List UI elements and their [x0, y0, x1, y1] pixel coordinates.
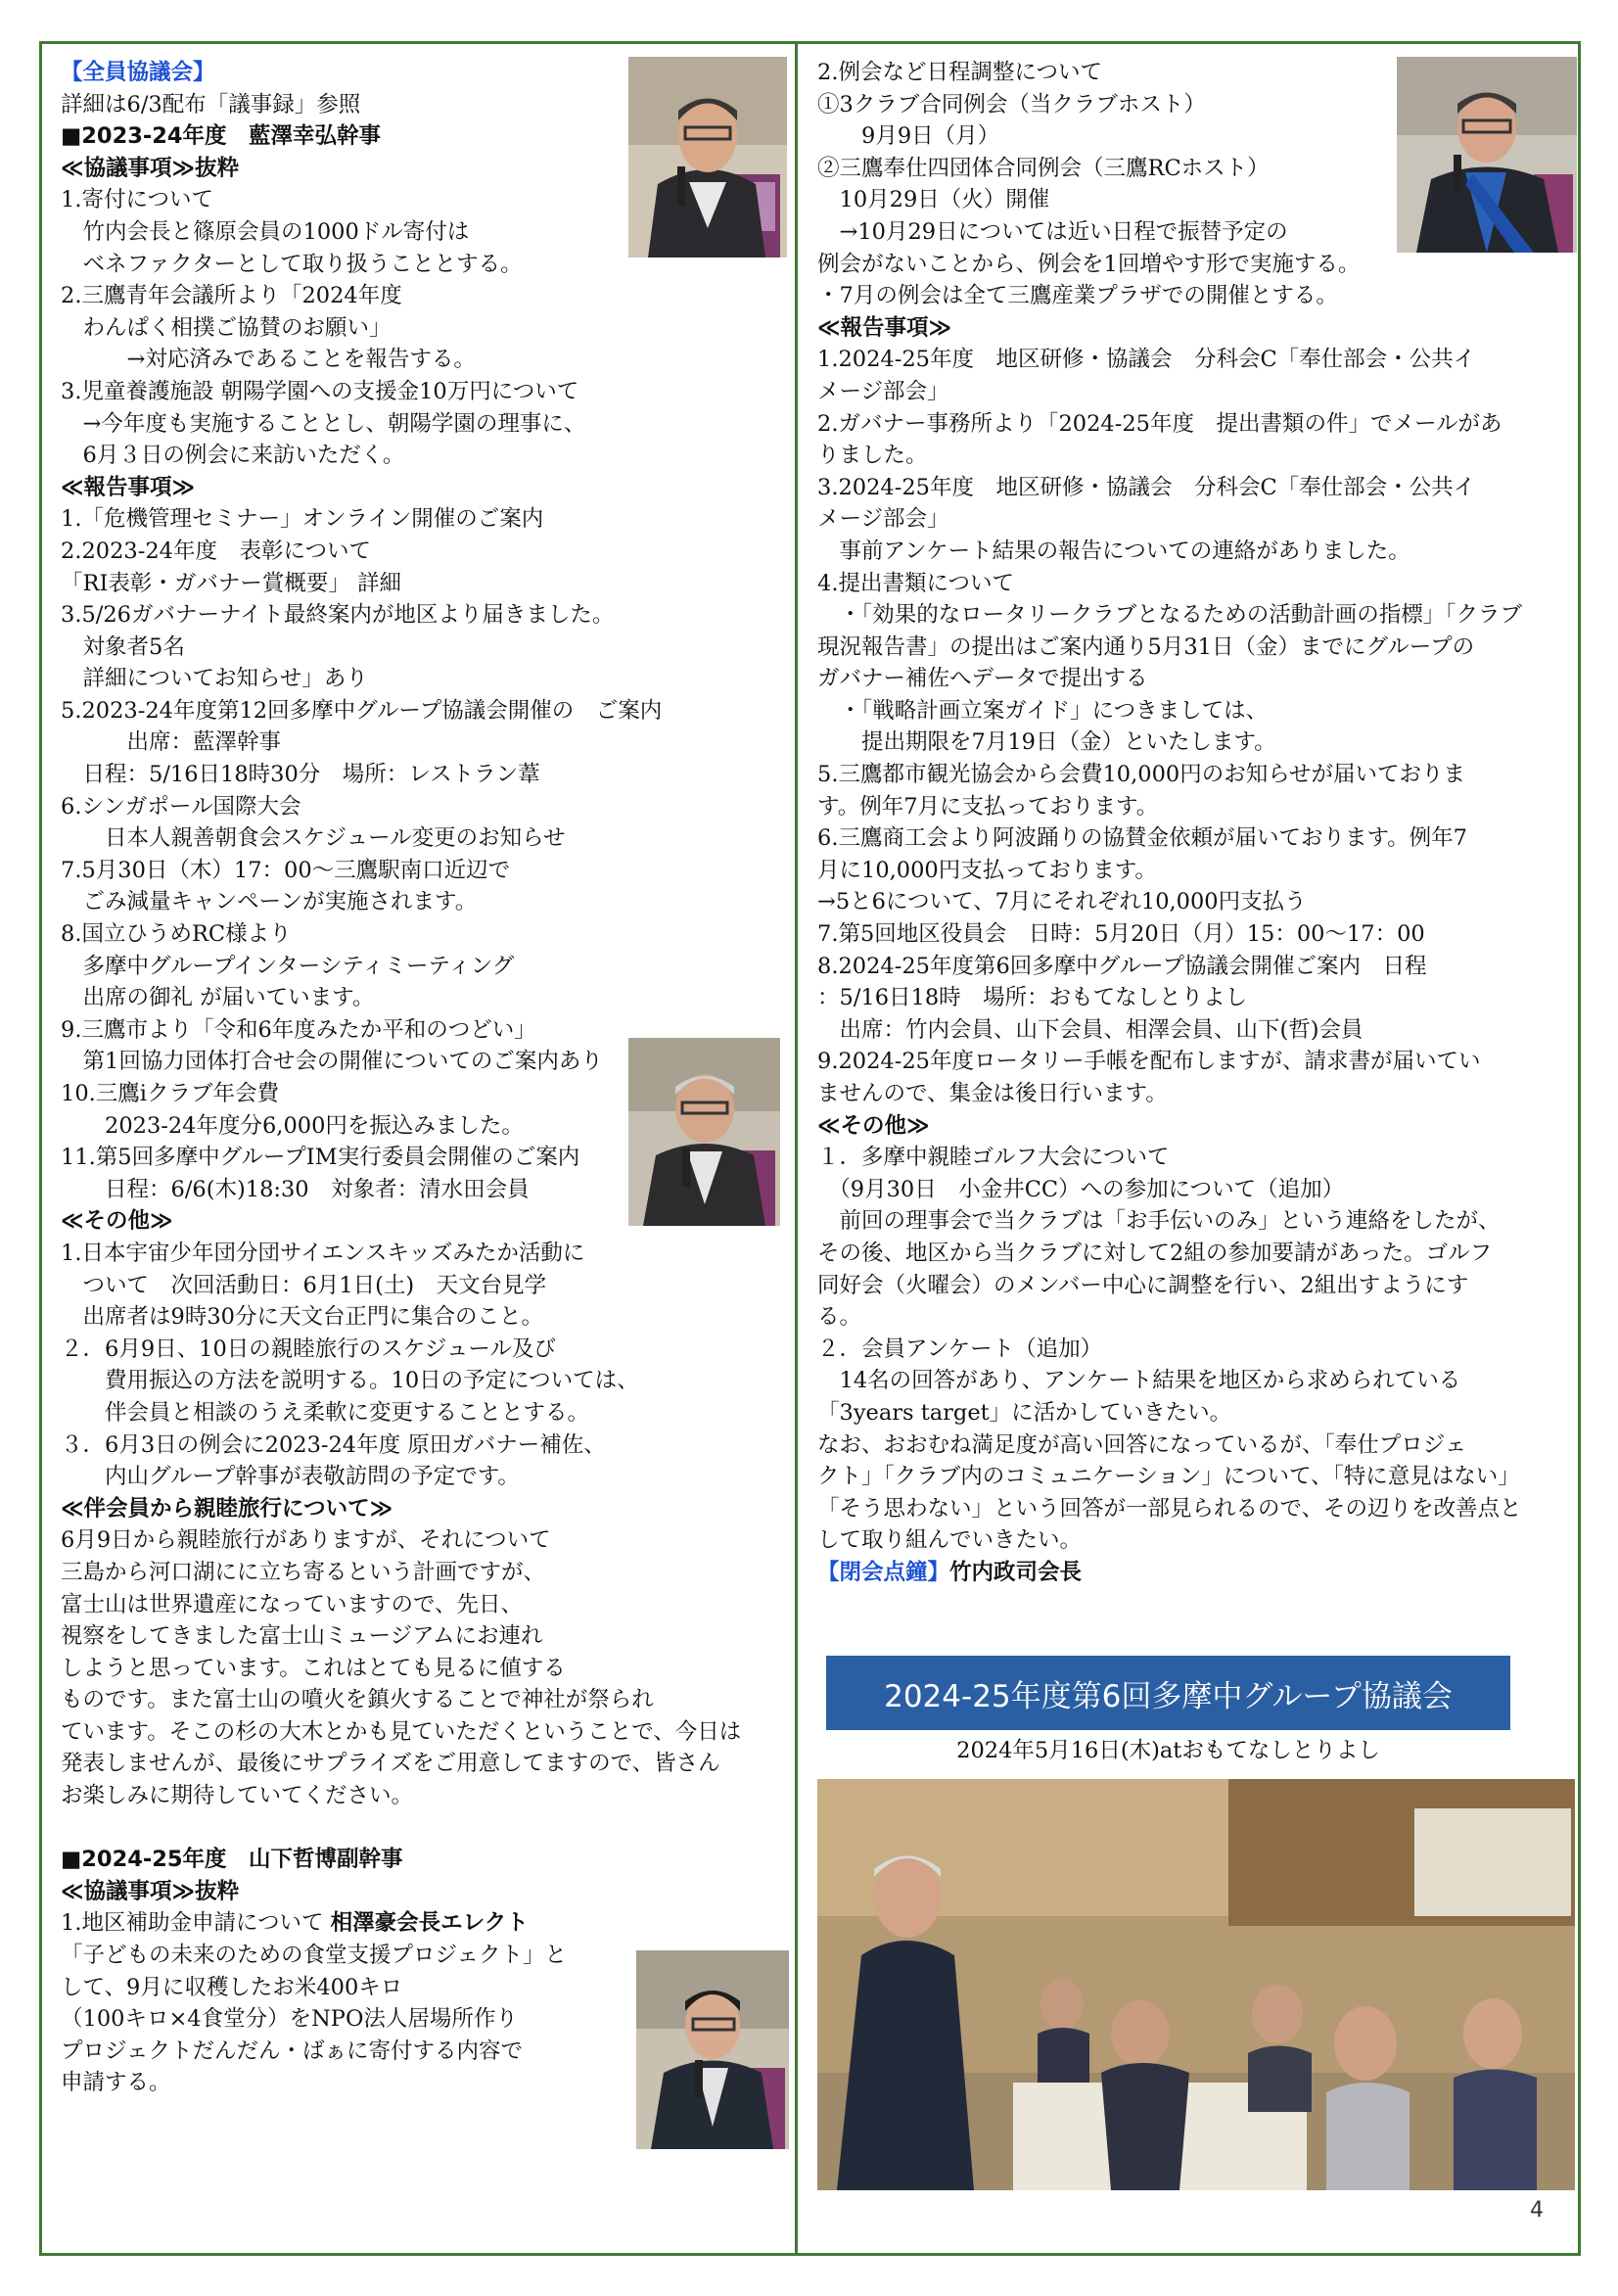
report-heading-right: ≪報告事項≫	[817, 314, 952, 341]
list-item: ・「効果的なロータリークラブとなるための活動計画の指標」「クラブ	[817, 602, 1523, 629]
other-list-right	[817, 1142, 1579, 1557]
spouse-trip-text	[61, 1524, 793, 1811]
list-item: 3.5/26ガバナーナイト最終案内が地区より届きました。	[61, 602, 615, 629]
list-item: 1.地区補助金申請について 相澤豪会長エレクト	[61, 1910, 529, 1937]
list-item: 月に10,000円支払っております。	[817, 857, 1157, 883]
list-item: 同好会（火曜会）のメンバー中心に調整を行い、2組出すようにす	[817, 1272, 1469, 1298]
list-item: 10.三鷹iクラブ年会費	[61, 1081, 279, 1106]
list-item: メージ部会」	[817, 506, 949, 533]
list-item: 2.例会など日程調整について	[817, 60, 1103, 85]
list-item: 出席者は9時30分に天文台正門に集合のこと。	[61, 1304, 543, 1331]
text-line: （100キロ×4食堂分）をNPO法人居場所作り	[61, 2006, 518, 2033]
list-item: 日程：5/16日18時30分 場所：レストラン葦	[61, 762, 540, 788]
list-item: 「3years target」に活かしていきたい。	[817, 1399, 1232, 1426]
list-item: ②三鷹奉仕四団体合同例会（三鷹RCホスト）	[817, 155, 1270, 181]
list-item: 日本人親善朝食会スケジュール変更のお知らせ	[61, 825, 566, 852]
list-item: 5.三鷹都市観光協会から会費10,000円のお知らせが届いておりま	[817, 762, 1466, 788]
reference-note: 詳細は6/3配布「議事録」参照	[61, 91, 361, 117]
list-item: 2023-24年度分6,000円を振込みました。	[61, 1112, 524, 1139]
officer-heading-yamashita: ■2024-25年度 山下哲博副幹事	[61, 1847, 403, 1873]
list-item: 8.2024-25年度第6回多摩中グループ協議会開催ご案内 日程	[817, 953, 1427, 979]
text-line: プロジェクトだんだん・ばぁに寄付する内容で	[61, 2038, 524, 2064]
list-item: す。例年7月に支払っております。	[817, 793, 1159, 820]
report-heading: ≪報告事項≫	[61, 474, 196, 500]
list-item: 「RI表彰・ガバナー賞概要」 詳細	[61, 570, 401, 596]
list-item: 伴会員と相談のうえ柔軟に変更することとする。	[61, 1399, 590, 1426]
agenda-heading-2: ≪協議事項≫抜粋	[61, 1878, 240, 1904]
list-item: 竹内会長と篠原会員の1000ドル寄付は	[61, 218, 470, 245]
list-item: →10月29日については近い日程で振替予定の	[817, 218, 1288, 245]
list-item: 2.2023-24年度 表彰について	[61, 538, 372, 564]
list-item: る。	[817, 1304, 862, 1331]
list-item: 1.寄付について	[61, 187, 214, 213]
list-item: →今年度も実施することとし、朝陽学園の理事に、	[61, 410, 586, 437]
list-item: １．多摩中親睦ゴルフ大会について	[817, 1145, 1170, 1171]
list-item: ２．会員アンケート（追加）	[817, 1335, 1103, 1362]
list-item: 9.三鷹市より「令和6年度みたか平和のつどい」	[61, 1016, 536, 1043]
photo-speaker-ban	[628, 1038, 780, 1226]
text-line: 発表しませんが、最後にサプライズをご用意してますので、皆さん	[61, 1751, 720, 1777]
list-item: 14名の回答があり、アンケート結果を地区から求められている	[817, 1368, 1461, 1394]
list-item: 日程：6/6(木)18:30 対象者：清水田会員	[61, 1176, 530, 1202]
photo-speaker-aizawa	[628, 57, 787, 258]
list-item: ３．6月3日の例会に2023-24年度 原田ガバナー補佐、	[61, 1431, 606, 1458]
list-item: ごみ減量キャンペーンが実施されます。	[61, 889, 478, 915]
list-item: ませんので、集金は後日行います。	[817, 1081, 1168, 1106]
text-line: 6月9日から親睦旅行がありますが、それについて	[61, 1527, 551, 1554]
list-item: なお、おおむね満足度が高い回答になっているが、「奉仕プロジェ	[817, 1431, 1467, 1458]
list-item: 事前アンケート結果の報告についての連絡がありました。	[817, 538, 1410, 564]
list-item: 9.2024-25年度ロータリー手帳を配布しますが、請求書が届いてい	[817, 1049, 1481, 1075]
officer-heading-aizawa: ■2023-24年度 藍澤幸弘幹事	[61, 123, 382, 150]
text-line: 富士山は世界遺産になっていますので、先日、	[61, 1591, 524, 1617]
page-number: 4	[1530, 2198, 1544, 2223]
list-item: わんぱく相撲ご協賛のお願い」	[61, 314, 392, 341]
list-item: 費用振込の方法を説明する。10日の予定については、	[61, 1368, 639, 1394]
photo-speaker-yamashita	[636, 1950, 789, 2149]
agenda-heading: ≪協議事項≫抜粋	[61, 155, 240, 181]
list-item: 詳細についてお知らせ」あり	[61, 666, 368, 692]
list-item: 第1回協力団体打合せ会の開催についてのご案内あり	[61, 1049, 603, 1075]
list-item: 「そう思わない」という回答が一部見られるので、その辺りを改善点と	[817, 1495, 1522, 1522]
other-heading: ≪その他≫	[61, 1208, 173, 1235]
list-item: 前回の理事会で当クラブは「お手伝いのみ」という連絡をしたが、	[817, 1208, 1501, 1235]
right-column	[817, 57, 1579, 1589]
report-list-right	[817, 344, 1579, 1109]
list-item: 出席：竹内会員、山下会員、相澤会員、山下(哲)会員	[817, 1016, 1364, 1043]
text-line: お楽しみに期待していてください。	[61, 1783, 414, 1809]
list-item: 2.ガバナー事務所より「2024-25年度 提出書類の件」でメールがあ	[817, 410, 1502, 437]
closing-line	[817, 1557, 1579, 1589]
closing-heading: 【閉会点鐘】	[817, 1559, 950, 1585]
list-item: ・「戦略計画立案ガイド」につきましては、	[817, 697, 1269, 724]
spouse-trip-heading: ≪伴会員から親睦旅行について≫	[61, 1495, 393, 1522]
list-item: 3.2024-25年度 地区研修・協議会 分科会C「奉仕部会・公共イ	[817, 474, 1476, 500]
list-item: ガバナー補佐へデータで提出する	[817, 666, 1148, 692]
list-item: 多摩中グループインターシティミーティング	[61, 953, 515, 979]
list-item: 1.日本宇宙少年団分団サイエンスキッズみたか活動に	[61, 1240, 585, 1266]
section-heading-general-council: 【全員協議会】	[61, 60, 215, 85]
text-line: 視察をしてきました富士山ミュージアムにお連れ	[61, 1623, 543, 1650]
list-item: りました。	[817, 443, 928, 469]
text-line: 「子どもの未来のための食堂支援プロジェクト」と	[61, 1943, 568, 1969]
list-item: 6.三鷹商工会より阿波踊りの協賛金依頼が届いております。例年7	[817, 825, 1467, 852]
list-item: ベネファクターとして取り扱うこととする。	[61, 251, 523, 277]
list-item: 11.第5回多摩中グループIM実行委員会開催のご案内	[61, 1145, 580, 1171]
list-item: 9月9日（月）	[817, 123, 1000, 150]
list-item: 出席の御礼 が届いています。	[61, 985, 375, 1011]
list-item: →5と6について、7月にそれぞれ10,000円支払う	[817, 889, 1307, 915]
list-item: 3.児童養護施設 朝陽学園への支援金10万円について	[61, 378, 579, 404]
text-line: して、9月に収穫したお米400キロ	[61, 1974, 403, 2000]
list-item: 出席：藍澤幹事	[61, 729, 282, 756]
list-item: ついて 次回活動日：6月1日(土) 天文台見学	[61, 1272, 547, 1298]
list-item: 7.5月30日（木）17：00～三鷹駅南口近辺で	[61, 857, 511, 883]
list-item: 2.三鷹青年会議所より「2024年度	[61, 283, 402, 309]
list-item: 10月29日（火）開催	[817, 187, 1050, 213]
closing-name: 竹内政司会長	[949, 1559, 1083, 1585]
list-item: クト」「クラブ内のコミュニケーション」について、「特に意見はない」	[817, 1464, 1520, 1490]
list-item: して取り組んでいきたい。	[817, 1527, 1083, 1554]
event-caption: 2024年5月16日(木)atおもてなしとりよし	[956, 1738, 1380, 1763]
list-item: メージ部会」	[817, 378, 949, 404]
list-item: 6月３日の例会に来訪いただく。	[61, 443, 405, 469]
text-line: 申請する。	[61, 2070, 171, 2096]
list-item: 提出期限を7月19日（金）といたします。	[817, 729, 1276, 756]
photo-speaker-chairman	[1397, 57, 1577, 253]
list-item: （9月30日 小金井CC）への参加について（追加）	[817, 1176, 1345, 1202]
event-banner: 2024-25年度第6回多摩中グループ協議会	[826, 1656, 1510, 1730]
list-item: 内山グループ幹事が表敬訪問の予定です。	[61, 1464, 520, 1490]
list-item: ：5/16日18時 場所：おもてなしとりよし	[817, 985, 1248, 1011]
text-line: ています。そこの杉の大木とかも見ていただくということで、今日は	[61, 1718, 742, 1745]
list-item: 6.シンガポール国際大会	[61, 793, 301, 820]
other-heading-right: ≪その他≫	[817, 1112, 930, 1139]
list-item: 1.2024-25年度 地区研修・協議会 分科会C「奉仕部会・公共イ	[817, 347, 1476, 373]
list-item: ２．6月9日、10日の親睦旅行のスケジュール及び	[61, 1335, 556, 1362]
column-divider	[795, 41, 798, 2256]
list-item: 5.2023-24年度第12回多摩中グループ協議会開催の ご案内	[61, 697, 663, 724]
list-item: 8.国立ひうめRC様より	[61, 921, 292, 948]
list-item: 例会がないことから、例会を1回増やす形で実施する。	[817, 251, 1361, 277]
other-list	[61, 1238, 793, 1493]
list-item: 1.「危機管理セミナー」オンライン開催のご案内	[61, 506, 544, 533]
list-item: 7.第5回地区役員会 日時：5月20日（月）15：00～17：00	[817, 921, 1425, 948]
list-item: →対応済みであることを報告する。	[61, 347, 476, 373]
list-item: ・7月の例会は全て三鷹産業プラザでの開催とする。	[817, 283, 1338, 309]
photo-group-meeting	[817, 1779, 1575, 2190]
list-item: 現況報告書」の提出はご案内通り5月31日（金）までにグループの	[817, 633, 1475, 660]
text-line: しようと思っています。これはとても見るに値する	[61, 1655, 566, 1681]
text-line: 三島から河口湖にに立ち寄るという計画ですが、	[61, 1559, 546, 1585]
list-item: その後、地区から当クラブに対して2組の参加要請があった。ゴルフ	[817, 1240, 1493, 1266]
list-item: 4.提出書類について	[817, 570, 1015, 596]
list-item: ①3クラブ合同例会（当クラブホスト）	[817, 91, 1206, 117]
list-item: 対象者5名	[61, 633, 185, 660]
text-line: ものです。また富士山の噴火を鎮火することで神社が祭られ	[61, 1687, 654, 1713]
